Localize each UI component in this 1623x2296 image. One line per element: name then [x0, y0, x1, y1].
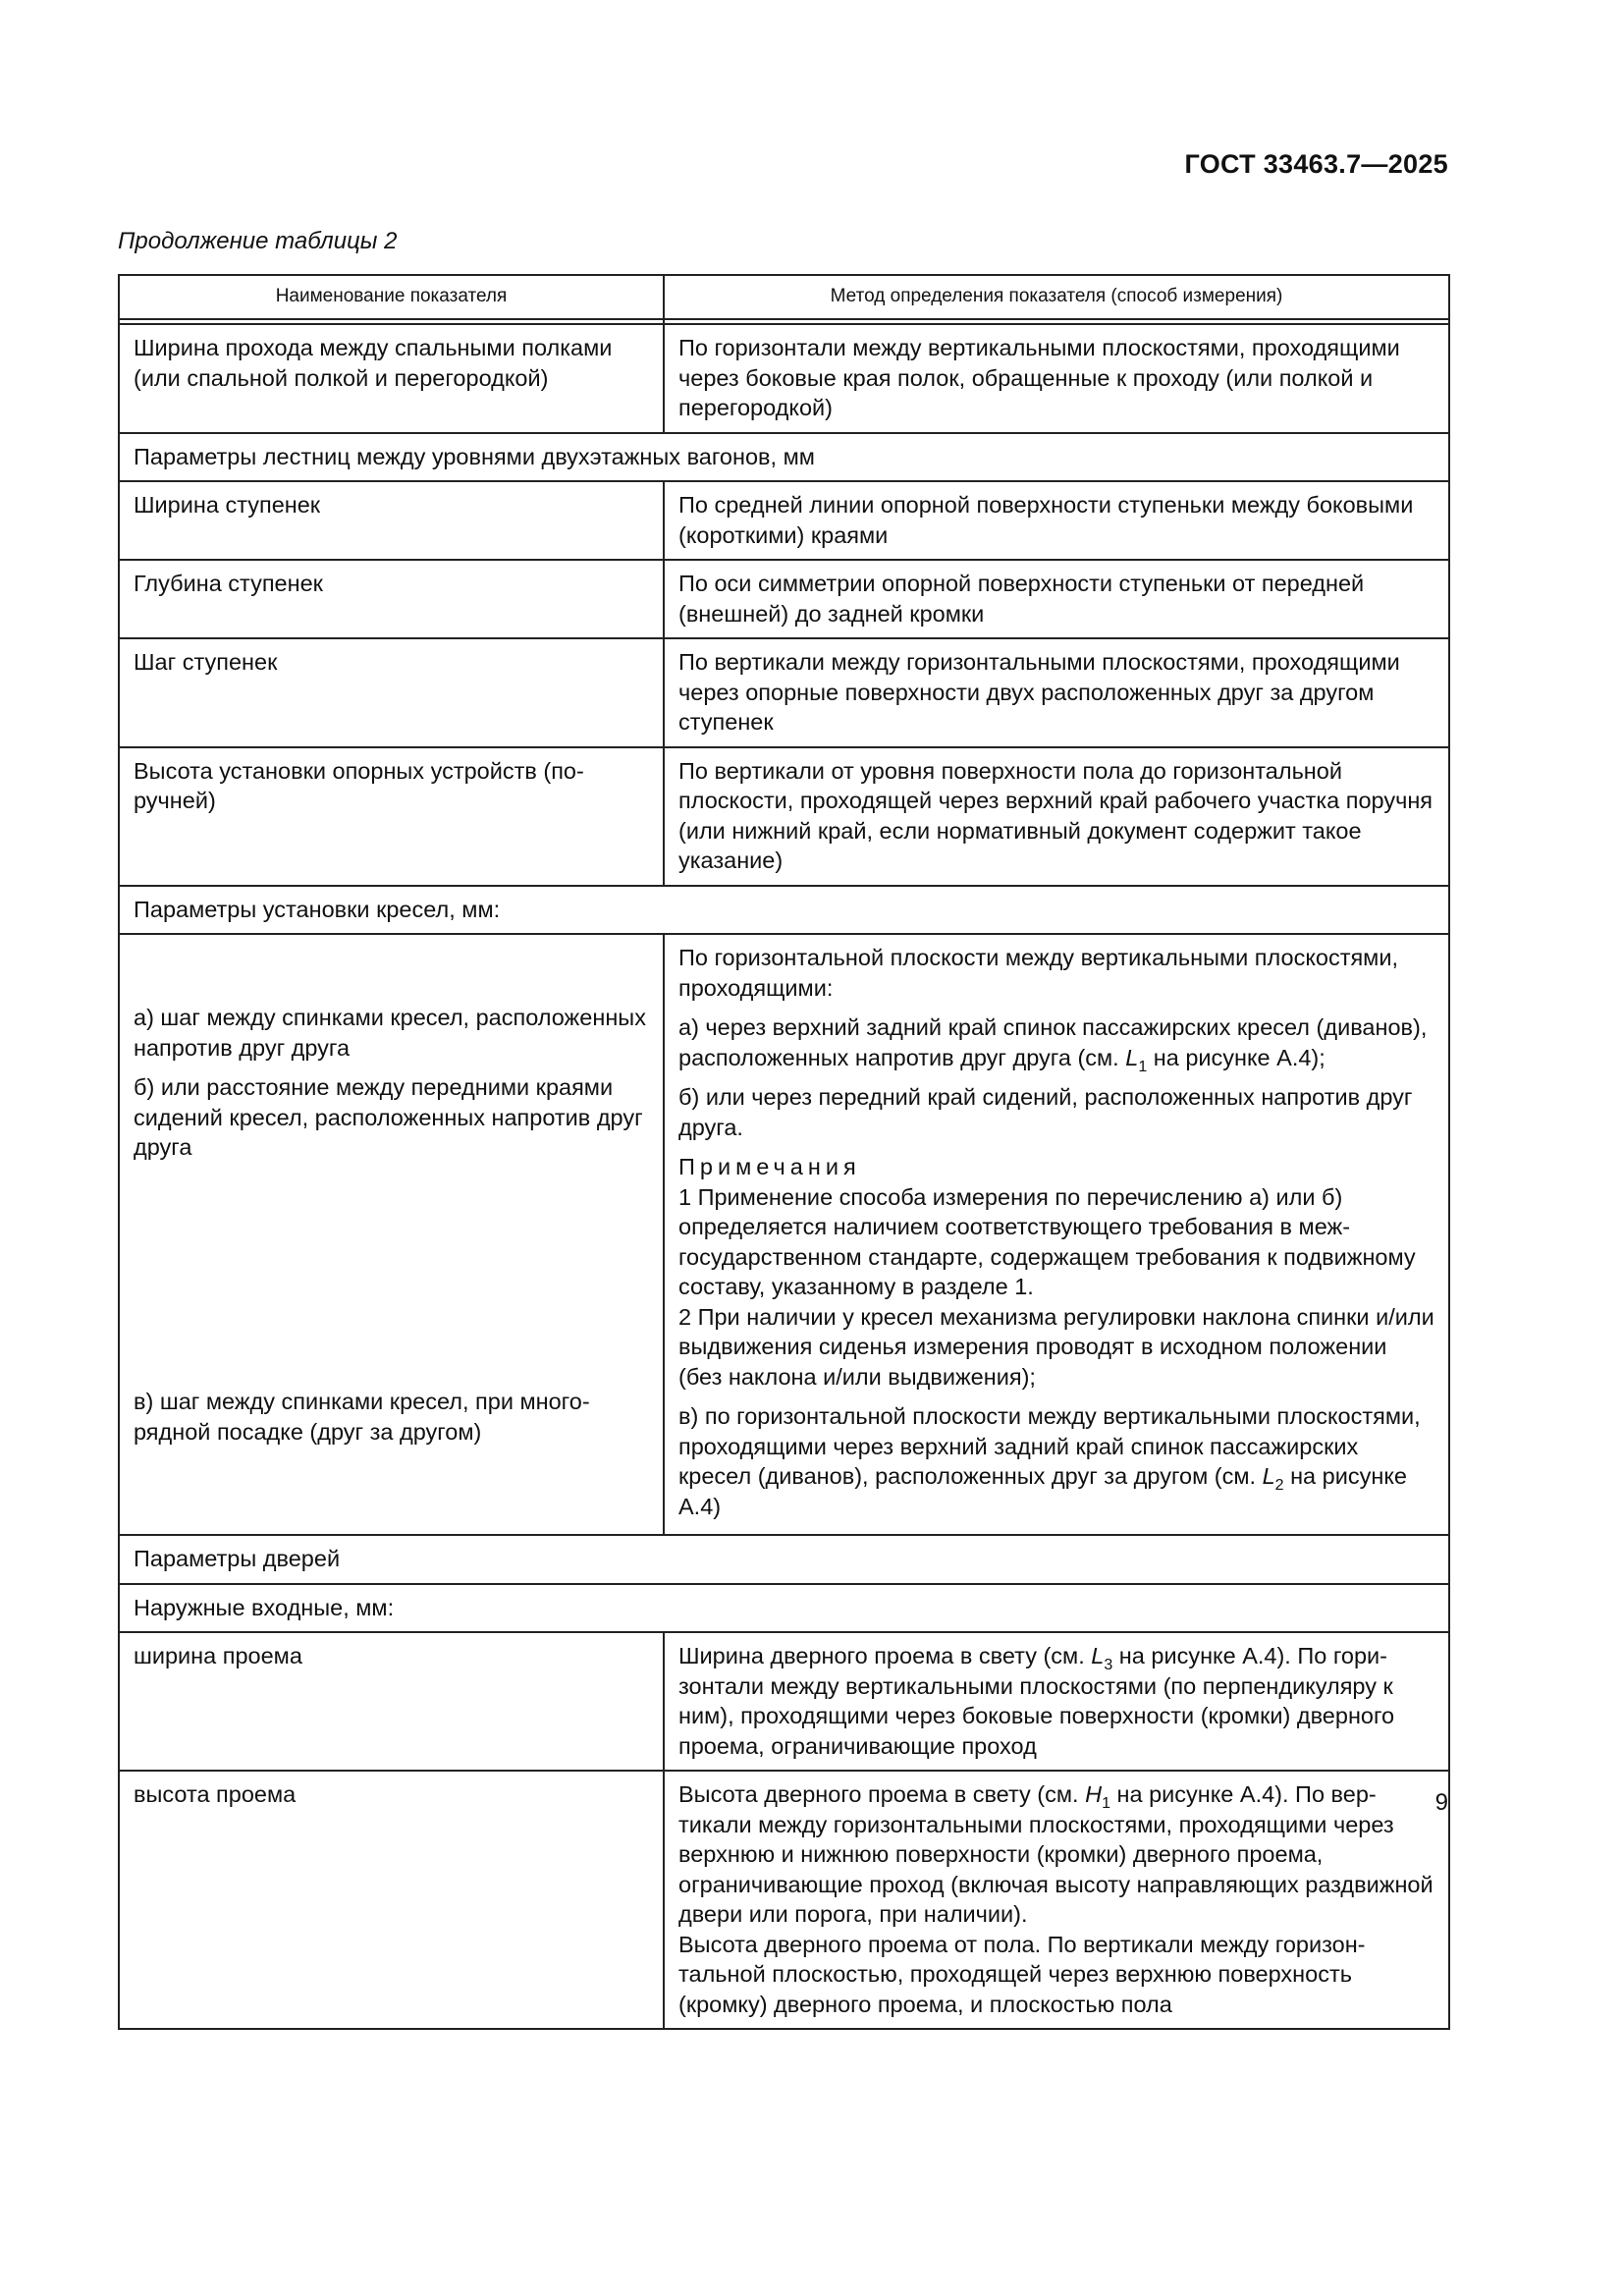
section-title: Параметры дверей [119, 1535, 1449, 1584]
table-row [119, 481, 1449, 560]
method-cell [664, 934, 1449, 1535]
method-cell: По средней линии опорной поверхности ступеньки между боковыми (короткими) краями [664, 481, 1449, 560]
method-item-a-text: на рисунке А.4); [1153, 1044, 1325, 1070]
document-code: ГОСТ 33463.7—2025 [1184, 149, 1448, 179]
table-row [119, 747, 1449, 886]
section-row [119, 433, 1449, 482]
symbol-index: 1 [1102, 1795, 1110, 1812]
indicator-cell: Шаг ступенек [119, 638, 664, 747]
section-title: Параметры установки кресел, мм: [119, 886, 1449, 935]
item-b-label: б) или расстояние между передними краями сидений кресел, расположенных напротив друг друга [134, 1074, 643, 1160]
section-row [119, 1584, 1449, 1633]
indicator-cell: ширина проема [119, 1632, 664, 1771]
method-text: Высота дверного проема в свету (см. [678, 1781, 1079, 1807]
method-text: Ширина дверного проема в свету (см. [678, 1643, 1085, 1668]
symbol-index: 2 [1274, 1477, 1284, 1494]
symbol: H [1085, 1781, 1103, 1807]
indicator-cell: Высота установки опорных устройств (поручней) [119, 747, 664, 886]
note-1: 1 Применение способа измерения по перечислению а) или б) определяется наличием соответствующего требования в межгосударственном стандарте, содержащем требования к подвижному составу, указанному в разделе 1. [678, 1183, 1416, 1299]
column-header-indicator: Наименование показателя [119, 275, 664, 319]
method-cell: По вертикали между горизонтальными плоскостями, проходящими через опорные поверхности двух расположенных друг за другом ступенек [664, 638, 1449, 747]
indicator-cell [119, 934, 664, 1535]
method-cell [664, 1771, 1449, 2029]
section-row [119, 1535, 1449, 1584]
method-cell: По вертикали от уровня поверхности пола до горизонтальной плоскости, проходящей через верхний край рабочего участка поручня (или нижний край, если нормативный документ содержит такое указание) [664, 747, 1449, 886]
symbol: L [1262, 1463, 1275, 1489]
table-row [119, 1771, 1449, 2029]
table-header-row [119, 275, 1449, 319]
method-paragraph: Высота дверного проема от пола. По вертикали между горизонтальной плоскостью, проходящей через верхнюю поверхность (кромку) дверного проема, и плоскостью пола [678, 1931, 1366, 2017]
symbol: L [1125, 1044, 1139, 1070]
method-item-c-text: на рисунке А.4) [678, 1463, 1407, 1519]
symbol-index: 3 [1104, 1657, 1113, 1673]
section-row [119, 886, 1449, 935]
method-item-a-text: а) через верхний задний край спинок пассажирских кресел (диванов), расположенных напротив друг друга (см. [678, 1014, 1428, 1070]
method-cell [664, 1632, 1449, 1771]
method-cell: По оси симметрии опорной поверхности ступеньки от передней (внешней) до задней кромки [664, 560, 1449, 638]
method-paragraph [678, 1779, 1434, 1930]
table-row [119, 560, 1449, 638]
symbol: L [1091, 1643, 1105, 1668]
note-2: 2 При наличии у кресел механизма регулировки наклона спинки и/или выдвижения сиденья измерения проводят в исходном положении (без наклона и/или выдвижения); [678, 1303, 1434, 1390]
method-item-c-text: в) по горизонтальной плоскости между вертикальными плоскостями, проходящими через верхний задний край спинок пассажирских кресел (диванов), расположенных друг за другом (см. [678, 1403, 1421, 1489]
symbol-index: 1 [1138, 1058, 1148, 1075]
section-title: Параметры лестниц между уровнями двухэтажных вагонов, мм [119, 433, 1449, 482]
item-a-label: а) шаг между спинками кресел, расположенных напротив друг друга [134, 1005, 646, 1061]
method-text: на рисунке А.4). По вертикали между горизонтальными плоскостями, проходящими через верхнюю и нижнюю поверхности (кромки) дверного проема, ограничивающие проход (включая высоту направляющих раздвижной двери или порога, при наличии). [678, 1781, 1434, 1927]
notes-title: Примечания [678, 1154, 861, 1179]
indicator-cell: Ширина ступенек [119, 481, 664, 560]
indicator-cell: высота проема [119, 1771, 664, 2029]
indicator-cell: Глубина ступенек [119, 560, 664, 638]
method-intro: По горизонтальной плоскости между вертикальными плоскостями, проходящими: [678, 945, 1398, 1001]
table-row [119, 638, 1449, 747]
parameters-table [118, 274, 1450, 2030]
page-number: 9 [1434, 1789, 1448, 1816]
method-item-a [678, 1012, 1434, 1075]
table-row [119, 324, 1449, 433]
column-header-method: Метод определения показателя (способ измерения) [664, 275, 1449, 319]
section-title: Наружные входные, мм: [119, 1584, 1449, 1633]
table-caption: Продолжение таблицы 2 [118, 228, 398, 254]
indicator-cell: Ширина прохода между спальными полками (или спальной полкой и перегородкой) [119, 324, 664, 433]
table-row [119, 1632, 1449, 1771]
item-c-label: в) шаг между спинками кресел, при многорядной посадке (друг за другом) [134, 1389, 590, 1445]
method-text: на рисунке А.4). По горизонтали между вертикальными плоскостями (по перпендикуляру к ним), проходящими через боковые поверхности (кромки) дверного проема, ограничивающие проход [678, 1643, 1395, 1759]
method-item-c [678, 1401, 1434, 1521]
method-item-b: б) или через передний край сидений, расположенных напротив друг друга. [678, 1084, 1413, 1140]
table-row [119, 934, 1449, 1535]
notes-block [678, 1152, 1434, 1392]
method-cell: По горизонтали между вертикальными плоскостями, проходящими через боковые края полок, обращенные к проходу (или полкой и перегородкой) [664, 324, 1449, 433]
